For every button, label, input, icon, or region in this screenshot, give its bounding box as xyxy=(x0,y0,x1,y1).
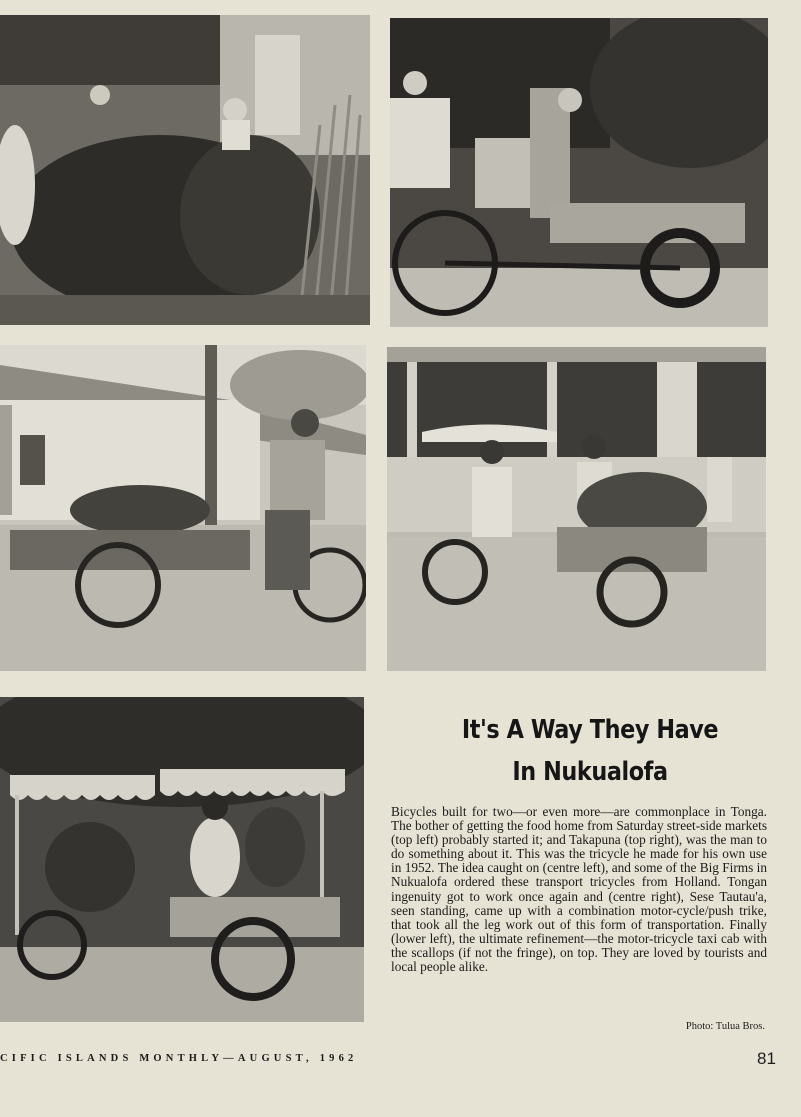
photo-taxi-cab-lower-left xyxy=(0,697,364,1022)
article-title-line-1: It's A Way They Have xyxy=(461,715,719,745)
photo-tricycle-top-right xyxy=(390,18,768,327)
article-body: Bicycles built for two—or even more—are commonplace in Tonga. The bother of getting the food home from Saturday street-side markets (top left) probably started it; and Takapuna (top right), was the man to do something about it. This was the tricycle he made for his own use in 1952. The idea caught on (centre left), and some of the Big Firms in Nukualofa ordered these transport tricycles from Holland. Tongan ingenuity got to work once again and (centre right), Sese Tautau'a, seen standing, came up with a combination motor-cycle/push trike, that took all the leg work out of this form of transportation. Finally (lower left), the ultimate refinement—the motor-tricycle taxi cab with the scallops (if not the fringe), on top. They are loved by tourists and local people alike. xyxy=(391,804,767,975)
photo-market-top-left xyxy=(0,15,370,325)
article-title-line-2: In Nukualofa xyxy=(512,757,668,787)
photo-credit: Photo: Tulua Bros. xyxy=(685,1021,765,1032)
photo-motor-push-trike-centre-right xyxy=(387,347,766,671)
footer-publication: CIFIC ISLANDS MONTHLY—AUGUST, 1962 xyxy=(0,1053,358,1064)
page-number: 81 xyxy=(757,1049,776,1068)
photo-transport-tricycle-centre-left xyxy=(0,345,366,671)
